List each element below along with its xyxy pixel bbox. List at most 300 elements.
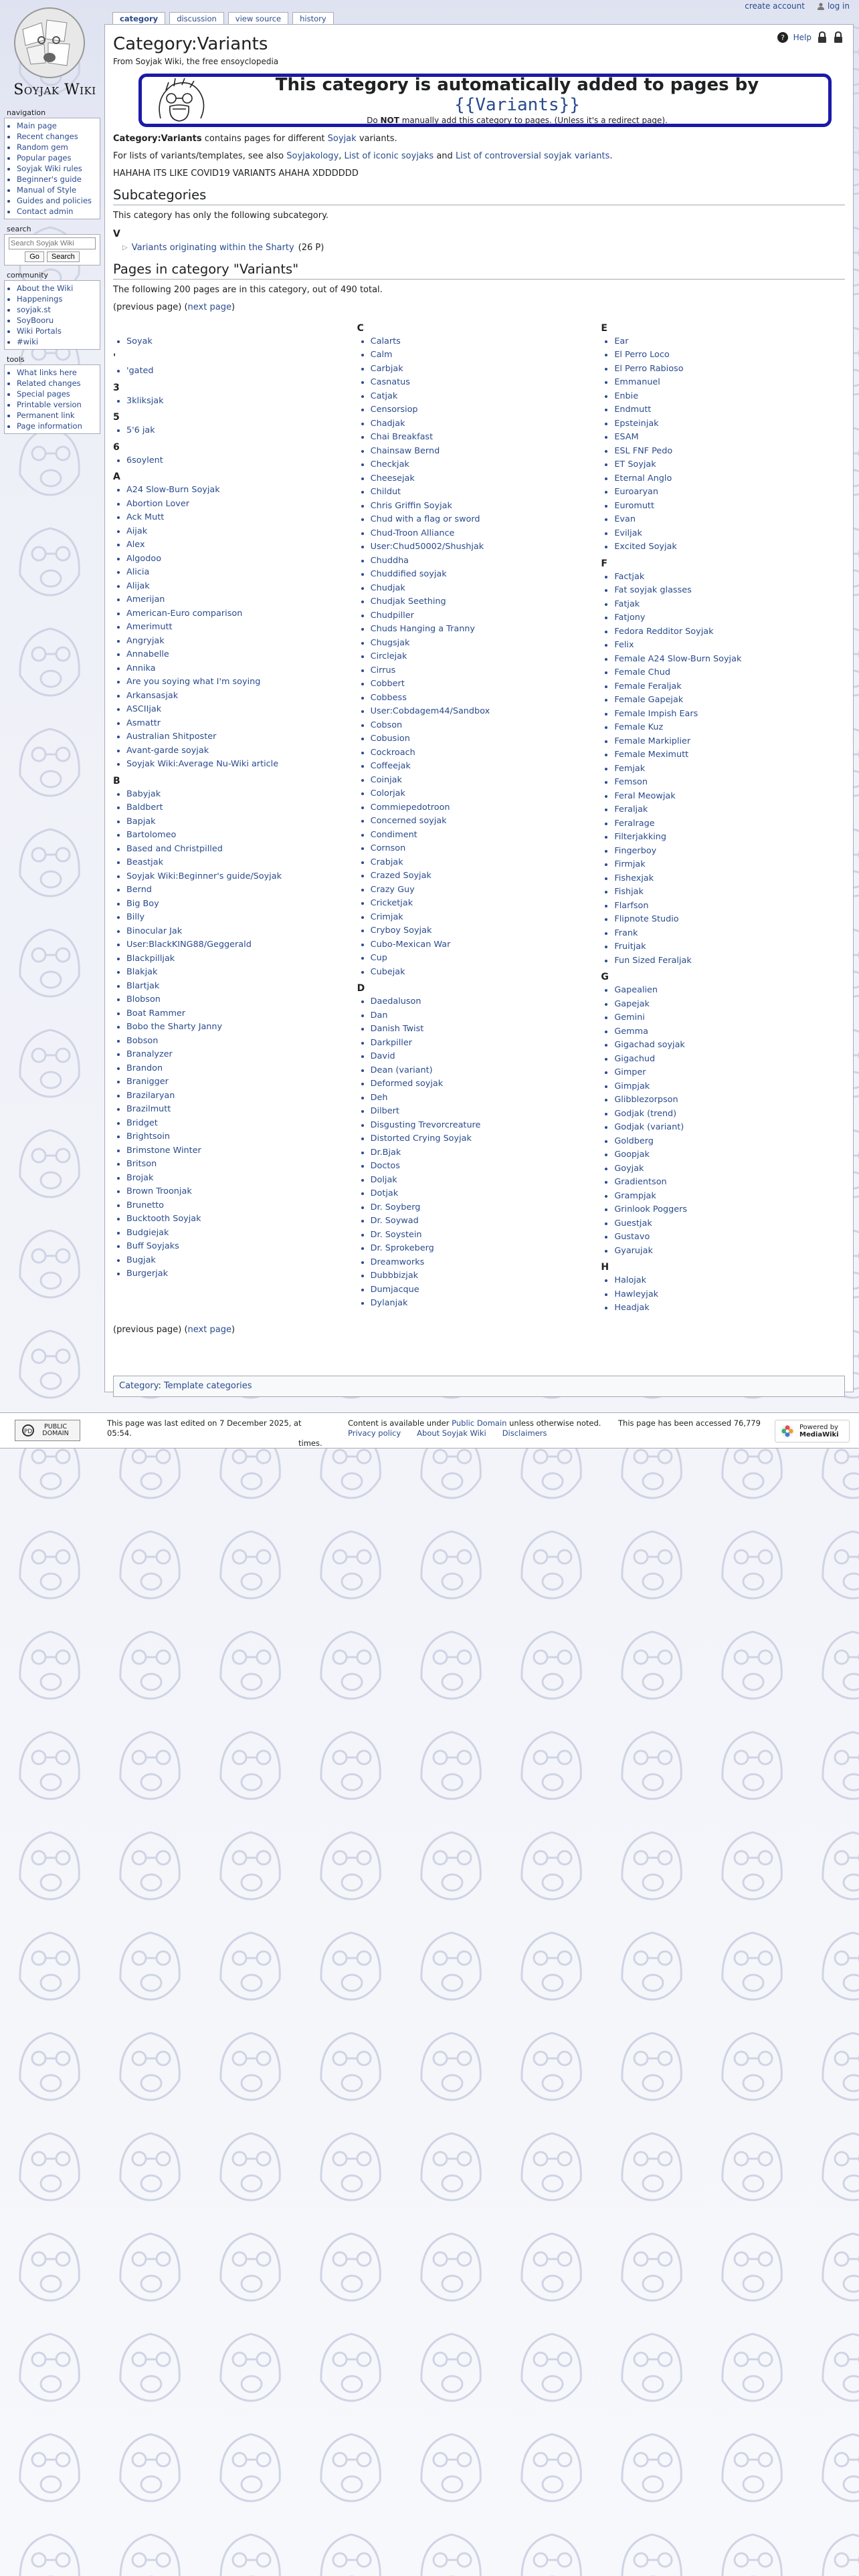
category-page-link[interactable]: • Soyak bbox=[126, 335, 357, 349]
category-page-link[interactable]: • Branalyzer bbox=[126, 1048, 357, 1062]
category-page-link[interactable]: • Calm bbox=[371, 348, 601, 362]
letter-group-list bbox=[357, 995, 601, 1311]
category-page-link[interactable]: • Crazed Soyjak bbox=[371, 869, 601, 883]
category-page-link[interactable]: • Ear bbox=[614, 335, 845, 349]
category-page-link[interactable]: • Cheesejak bbox=[371, 472, 601, 486]
category-page-link[interactable]: • Condiment bbox=[371, 829, 601, 843]
category-page-link[interactable]: • El Perro Rabioso bbox=[614, 362, 845, 377]
category-page-link[interactable]: • Cobbert bbox=[371, 677, 601, 691]
screaming-soyjak-icon bbox=[146, 77, 210, 124]
category-page-link[interactable]: • Dr.Bjak bbox=[371, 1146, 601, 1160]
category-page-link[interactable]: • Feraljak bbox=[614, 803, 845, 817]
category-columns bbox=[113, 322, 845, 1318]
category-page-link[interactable]: • Babyjak bbox=[126, 788, 357, 802]
category-page-link[interactable]: • Concerned soyjak bbox=[371, 815, 601, 829]
category-page-link[interactable]: • Fatjony bbox=[614, 611, 845, 625]
category-page-link[interactable]: • Dr. Soywad bbox=[371, 1214, 601, 1228]
category-page-link[interactable]: • Cobusion bbox=[371, 732, 601, 746]
tab-discussion[interactable]: discussion bbox=[169, 12, 224, 27]
category-page-link[interactable]: • Gemma bbox=[614, 1025, 845, 1039]
category-page-link[interactable]: • Cobson bbox=[371, 719, 601, 733]
category-page-link[interactable]: • Frank bbox=[614, 927, 845, 941]
category-page-link[interactable]: • ESL FNF Pedo bbox=[614, 445, 845, 459]
edit-protection-lock-icon[interactable] bbox=[833, 31, 844, 43]
help-link[interactable]: Help bbox=[793, 33, 812, 42]
category-page-link[interactable]: • Dilbert bbox=[371, 1105, 601, 1119]
see-also-end: . bbox=[609, 150, 613, 161]
category-page-link[interactable]: • Headjak bbox=[614, 1301, 845, 1315]
category-links: Category: Template categories bbox=[113, 1376, 845, 1397]
category-page-link[interactable]: • Dreamworks bbox=[371, 1256, 601, 1270]
search-input[interactable] bbox=[9, 237, 96, 249]
category-page-link[interactable]: • Gapejak bbox=[614, 998, 845, 1012]
category-page-link[interactable]: • Gapealien bbox=[614, 984, 845, 998]
letter-group-list bbox=[113, 395, 357, 409]
category-page-link[interactable]: • A24 Slow-Burn Soyjak bbox=[126, 484, 357, 498]
search-button[interactable]: Search bbox=[47, 251, 80, 262]
category-page-link[interactable]: • Eviljak bbox=[614, 527, 845, 541]
category-page-link[interactable]: • Brown Troonjak bbox=[126, 1185, 357, 1199]
category-page-link[interactable]: • Halojak bbox=[614, 1274, 845, 1288]
category-page-link[interactable]: • Female Feraljak bbox=[614, 680, 845, 694]
disclaimers-link[interactable]: Disclaimers bbox=[502, 1428, 547, 1438]
soyjakology-link[interactable]: Soyjakology bbox=[286, 150, 339, 161]
sidebar-item-popular-pages[interactable]: • Popular pages bbox=[17, 152, 97, 163]
soyjak-link[interactable]: Soyjak bbox=[327, 133, 357, 144]
template-categories-link[interactable]: Template categories bbox=[163, 1381, 252, 1391]
sidebar-item-page-information[interactable]: • Page information bbox=[17, 421, 97, 431]
category-page-link[interactable]: • Grinlook Poggers bbox=[614, 1203, 845, 1217]
category-page-link[interactable]: • Dr. Soyberg bbox=[371, 1201, 601, 1215]
sidebar-item-guides-and-policies[interactable]: • Guides and policies bbox=[17, 195, 97, 206]
tab-category[interactable]: category bbox=[112, 12, 165, 27]
category-page-link[interactable]: • Female Chud bbox=[614, 666, 845, 680]
sidebar-item-manual-of-style[interactable]: • Manual of Style bbox=[17, 185, 97, 195]
category-page-link[interactable]: • Binocular Jak bbox=[126, 925, 357, 939]
category-page-link[interactable]: • Blackpilljak bbox=[126, 952, 357, 966]
category-page-link[interactable]: • Calarts bbox=[371, 335, 601, 349]
category-page-link[interactable]: • Goyjak bbox=[614, 1162, 845, 1176]
sidebar-item-related-changes[interactable]: • Related changes bbox=[17, 378, 97, 389]
category-page-link[interactable]: • Circlejak bbox=[371, 650, 601, 664]
category-page-link[interactable]: • Grampjak bbox=[614, 1190, 845, 1204]
category-page-link[interactable]: • ASCIIjak bbox=[126, 703, 357, 717]
sidebar-item-what-links-here[interactable]: • What links here bbox=[17, 367, 97, 378]
letter-group-list bbox=[113, 788, 357, 1281]
category-page-link[interactable]: • Cockroach bbox=[371, 746, 601, 760]
category-page-link[interactable]: • Epsteinjak bbox=[614, 417, 845, 431]
category-page-link[interactable]: • Chugsjak bbox=[371, 637, 601, 651]
category-page-link[interactable]: • Female Impish Ears bbox=[614, 708, 845, 722]
controversial-variants-link[interactable]: List of controversial soyjak variants bbox=[455, 150, 610, 161]
category-page-link[interactable]: • Branigger bbox=[126, 1075, 357, 1089]
category-page-link[interactable]: • Brightsoin bbox=[126, 1130, 357, 1144]
letter-heading: H bbox=[601, 1262, 609, 1273]
license-link[interactable]: Public Domain bbox=[452, 1418, 507, 1428]
category-page-link[interactable]: • Bernd bbox=[126, 883, 357, 897]
category-page-link[interactable]: • David bbox=[371, 1050, 601, 1064]
category-page-link[interactable]: • Bridget bbox=[126, 1117, 357, 1131]
category-page-link[interactable]: • Distorted Crying Soyjak bbox=[371, 1132, 601, 1146]
category-page-link[interactable]: • Dumjacque bbox=[371, 1283, 601, 1297]
category-page-link[interactable]: • Chudjak Seething bbox=[371, 595, 601, 609]
sidebar-item-recent-changes[interactable]: • Recent changes bbox=[17, 131, 97, 142]
letter-heading: A bbox=[113, 471, 120, 483]
category-page-link[interactable]: • Annika bbox=[126, 662, 357, 676]
sidebar-item-beginner-s-guide[interactable]: • Beginner's guide bbox=[17, 174, 97, 185]
category-page-link[interactable]: • Cup bbox=[371, 952, 601, 966]
sidebar-item-about-the-wiki[interactable]: • About the Wiki bbox=[17, 283, 97, 294]
category-page-link[interactable]: • Bucktooth Soyjak bbox=[126, 1212, 357, 1226]
category-page-link[interactable]: • Godjak (trend) bbox=[614, 1107, 845, 1121]
category-page-link[interactable]: • Brazilaryan bbox=[126, 1089, 357, 1103]
letter-group-list bbox=[113, 424, 357, 438]
category-page-link[interactable]: • Crimjak bbox=[371, 911, 601, 925]
category-page-link[interactable]: • 5'6 jak bbox=[126, 424, 357, 438]
category-page-link[interactable]: • Brojak bbox=[126, 1172, 357, 1186]
category-page-link[interactable]: • Crazy Guy bbox=[371, 883, 601, 897]
intro-mid: contains pages for different bbox=[201, 133, 328, 144]
category-page-link[interactable]: • Felix bbox=[614, 639, 845, 653]
about-link[interactable]: About Soyjak Wiki bbox=[417, 1428, 486, 1438]
category-page-link[interactable]: • Dean (variant) bbox=[371, 1064, 601, 1078]
category-page-link[interactable]: • American-Euro comparison bbox=[126, 607, 357, 621]
category-page-link[interactable]: • Casnatus bbox=[371, 376, 601, 390]
category-page-link[interactable]: • ESAM bbox=[614, 431, 845, 445]
category-page-link[interactable]: • Chainsaw Bernd bbox=[371, 445, 601, 459]
category-page-link[interactable]: • Chuddha bbox=[371, 554, 601, 568]
category-page-link[interactable]: • Fishjak bbox=[614, 885, 845, 899]
category-page-link[interactable]: • Amerimutt bbox=[126, 621, 357, 635]
previous-page-label: previous page bbox=[116, 302, 179, 313]
category-page-link[interactable]: • Cornson bbox=[371, 842, 601, 856]
category-page-link[interactable]: • Catjak bbox=[371, 390, 601, 404]
content-area bbox=[104, 24, 854, 1392]
last-edited-text: This page was last edited on 7 December 2025, at 05:54. bbox=[107, 1418, 302, 1438]
category-page-link[interactable]: • Coinjak bbox=[371, 774, 601, 788]
category-page-link[interactable]: • Cubo-Mexican War bbox=[371, 938, 601, 952]
letter-group-list bbox=[113, 484, 357, 772]
category-page-link[interactable]: • Goldberg bbox=[614, 1135, 845, 1149]
category-page-link[interactable]: • Gradientson bbox=[614, 1176, 845, 1190]
category-page-link[interactable]: • Cirrus bbox=[371, 664, 601, 678]
sidebar-item-printable-version[interactable]: • Printable version bbox=[17, 399, 97, 410]
public-domain-badge-text: PUBLIC DOMAIN bbox=[42, 1423, 69, 1437]
powered-by-text bbox=[799, 1424, 839, 1438]
sidebar-item-soyjak-st[interactable]: • soyjak.st bbox=[17, 304, 97, 315]
category-page-link[interactable]: • Fat soyjak glasses bbox=[614, 584, 845, 598]
category-page-link[interactable]: • Censorsiop bbox=[371, 403, 601, 417]
sidebar-item-main-page[interactable]: • Main page bbox=[17, 120, 97, 131]
category-page-link[interactable]: • Alicia bbox=[126, 566, 357, 580]
category-page-link[interactable]: • Alex bbox=[126, 538, 357, 552]
category-page-link[interactable]: • Fingerboy bbox=[614, 845, 845, 859]
category-page-link[interactable]: • Blartjak bbox=[126, 980, 357, 994]
category-page-link[interactable]: • Bobson bbox=[126, 1035, 357, 1049]
category-page-link[interactable]: • Excited Soyjak bbox=[614, 540, 845, 554]
category-page-link[interactable]: • Darkpiller bbox=[371, 1037, 601, 1051]
sidebar-item-wiki[interactable]: • #wiki bbox=[17, 336, 97, 347]
category-page-link[interactable]: • Female A24 Slow-Burn Soyjak bbox=[614, 653, 845, 667]
category-page-link[interactable]: • Disgusting Trevorcreature bbox=[371, 1119, 601, 1133]
category-page-link[interactable]: • Algodoo bbox=[126, 552, 357, 566]
category-page-link[interactable]: • Baldbert bbox=[126, 801, 357, 815]
category-page-link[interactable]: • Enbie bbox=[614, 390, 845, 404]
category-page-link[interactable]: • Daedaluson bbox=[371, 995, 601, 1009]
category-page-link[interactable]: • Factjak bbox=[614, 570, 845, 584]
tab-view-source[interactable]: view source bbox=[228, 12, 288, 27]
category-page-link[interactable]: • Chud with a flag or sword bbox=[371, 513, 601, 527]
category-page-link[interactable]: • Soyjak Wiki:Average Nu-Wiki article bbox=[126, 758, 357, 772]
iconic-soyjaks-link[interactable]: List of iconic soyjaks bbox=[344, 150, 434, 161]
categories-label-link[interactable]: Category bbox=[119, 1381, 159, 1391]
category-page-link[interactable]: • Fatjak bbox=[614, 598, 845, 612]
category-page-link[interactable]: • Gustavo bbox=[614, 1230, 845, 1245]
category-page-link[interactable]: • Chuds Hanging a Tranny bbox=[371, 623, 601, 637]
letter-heading: B bbox=[113, 775, 120, 786]
category-page-link[interactable]: • Arkansasjak bbox=[126, 689, 357, 704]
category-page-link[interactable]: • Boat Rammer bbox=[126, 1007, 357, 1021]
category-page-link[interactable]: • Glibblezorpson bbox=[614, 1093, 845, 1107]
category-page-link[interactable]: • Deformed soyjak bbox=[371, 1077, 601, 1091]
category-page-link[interactable]: • Dan bbox=[371, 1009, 601, 1023]
sidebar-item-special-pages[interactable]: • Special pages bbox=[17, 389, 97, 399]
category-page-link[interactable]: • Fishexjak bbox=[614, 872, 845, 886]
category-page-link[interactable]: • Femjak bbox=[614, 762, 845, 776]
group-spacer bbox=[357, 1311, 601, 1313]
category-page-link[interactable]: • Chudjak bbox=[371, 582, 601, 596]
category-page-link[interactable]: • Chudpiller bbox=[371, 609, 601, 623]
subcategory-count: (26 P) bbox=[298, 243, 324, 253]
variants-template-link[interactable]: {{Variants}} bbox=[454, 94, 580, 115]
next-page-link[interactable]: next page bbox=[187, 302, 231, 313]
category-page-link[interactable]: • Billy bbox=[126, 911, 357, 925]
sidebar-item-random-gem[interactable]: • Random gem bbox=[17, 142, 97, 152]
category-page-link[interactable]: • Dr. Soystein bbox=[371, 1228, 601, 1243]
category-page-link[interactable]: • Blobson bbox=[126, 993, 357, 1007]
category-page-link[interactable]: • Australian Shitposter bbox=[126, 730, 357, 744]
sidebar-item-wiki-portals[interactable]: • Wiki Portals bbox=[17, 326, 97, 336]
category-page-link[interactable]: • Angryjak bbox=[126, 635, 357, 649]
category-page-link[interactable]: • Filterjakking bbox=[614, 831, 845, 845]
intro-bold: Category:Variants bbox=[113, 133, 202, 144]
site-logo[interactable] bbox=[3, 3, 99, 102]
category-page-link[interactable]: • Burgerjak bbox=[126, 1267, 357, 1281]
category-page-link[interactable]: • Endmutt bbox=[614, 403, 845, 417]
license-pre: Content is available under bbox=[348, 1418, 452, 1428]
category-page-link[interactable]: • Cricketjak bbox=[371, 897, 601, 911]
sidebar-item-contact-admin[interactable]: • Contact admin bbox=[17, 206, 97, 217]
category-page-link[interactable]: • ET Soyjak bbox=[614, 458, 845, 472]
logo-text: Soyjak Wiki bbox=[13, 82, 96, 98]
search-box bbox=[4, 234, 100, 265]
category-page-link[interactable]: • Cobbess bbox=[371, 691, 601, 706]
category-page-link[interactable]: • Bapjak bbox=[126, 815, 357, 829]
category-page-link[interactable]: • User:BlackKING88/Geggerald bbox=[126, 938, 357, 952]
letter-heading: 5 bbox=[113, 412, 120, 423]
letter-group-list bbox=[601, 1274, 845, 1315]
category-page-link[interactable]: • Blakjak bbox=[126, 966, 357, 980]
times-text: times. bbox=[298, 1438, 322, 1448]
category-page-link[interactable]: • Euromutt bbox=[614, 500, 845, 514]
category-page-link[interactable]: • Cubejak bbox=[371, 966, 601, 980]
category-page-link[interactable]: • Annabelle bbox=[126, 648, 357, 662]
category-page-link[interactable]: • Beastjak bbox=[126, 856, 357, 870]
letter-group-list bbox=[113, 335, 357, 349]
category-page-link[interactable]: • User:Chud50002/Shushjak bbox=[371, 540, 601, 554]
category-page-link[interactable]: • Fruitjak bbox=[614, 940, 845, 954]
category-page-link[interactable]: • Dubbbizjak bbox=[371, 1269, 601, 1283]
banner-title bbox=[210, 75, 824, 115]
category-page-link[interactable]: • Amerijan bbox=[126, 593, 357, 607]
category-page-link[interactable]: • Gigachad soyjak bbox=[614, 1039, 845, 1053]
category-page-link[interactable]: • Colorjak bbox=[371, 787, 601, 801]
category-page-link[interactable]: • Chuddified soyjak bbox=[371, 568, 601, 582]
privacy-policy-link[interactable]: Privacy policy bbox=[348, 1428, 401, 1438]
category-page-link[interactable]: • Abortion Lover bbox=[126, 498, 357, 512]
category-page-link[interactable]: • User:Cobdagem44/Sandbox bbox=[371, 705, 601, 719]
category-page-link[interactable]: • 6soylent bbox=[126, 454, 357, 468]
category-page-link[interactable]: • Gemini bbox=[614, 1011, 845, 1025]
category-page-link[interactable]: • Buff Soyjaks bbox=[126, 1240, 357, 1254]
category-page-link[interactable]: • 'gated bbox=[126, 364, 357, 379]
category-page-link[interactable]: • Brunetto bbox=[126, 1199, 357, 1213]
footer-license bbox=[348, 1418, 602, 1438]
category-page-link[interactable]: • Chadjak bbox=[371, 417, 601, 431]
site-tagline: From Soyjak Wiki, the free ensoyclopedia bbox=[113, 57, 279, 66]
category-page-link[interactable]: • Deh bbox=[371, 1091, 601, 1105]
category-page-link[interactable]: • Aijak bbox=[126, 525, 357, 539]
category-page-link[interactable]: • Commiepedotroon bbox=[371, 801, 601, 815]
sidebar-item-permanent-link[interactable]: • Permanent link bbox=[17, 410, 97, 421]
move-protection-lock-icon[interactable] bbox=[817, 31, 828, 43]
category-page-link[interactable]: • Avant-garde soyjak bbox=[126, 744, 357, 758]
category-page-link[interactable]: • Hawleyjak bbox=[614, 1288, 845, 1302]
category-page-link[interactable]: • Evan bbox=[614, 513, 845, 527]
category-page-link[interactable]: • Female Kuz bbox=[614, 721, 845, 735]
category-page-link[interactable]: • Gimpjak bbox=[614, 1080, 845, 1094]
category-page-link[interactable]: • Chud-Troon Alliance bbox=[371, 527, 601, 541]
intro-end: variants. bbox=[356, 133, 397, 144]
category-page-link[interactable]: • Chai Breakfast bbox=[371, 431, 601, 445]
category-page-link[interactable]: • Carbjak bbox=[371, 362, 601, 377]
category-page-link[interactable]: • Chris Griffin Soyjak bbox=[371, 500, 601, 514]
intro-paragraph bbox=[113, 132, 845, 146]
log-in-label: log in bbox=[827, 1, 850, 11]
category-page-link[interactable]: • Dotjak bbox=[371, 1187, 601, 1201]
category-page-link[interactable]: • Female Markiplier bbox=[614, 735, 845, 749]
category-page-link[interactable]: • Brandon bbox=[126, 1062, 357, 1076]
category-page-link[interactable]: • Budgiejak bbox=[126, 1226, 357, 1241]
category-column bbox=[357, 322, 601, 1318]
category-page-link[interactable]: • Britson bbox=[126, 1158, 357, 1172]
subcategory-item bbox=[122, 241, 845, 255]
category-page-link[interactable]: • Brimstone Winter bbox=[126, 1144, 357, 1158]
category-page-link[interactable]: • 3kliksjak bbox=[126, 395, 357, 409]
category-page-link[interactable]: • Flarfson bbox=[614, 899, 845, 914]
banner-sub-pre: Do bbox=[367, 115, 381, 125]
group-spacer bbox=[113, 1281, 357, 1284]
category-page-link[interactable]: • Bugjak bbox=[126, 1254, 357, 1268]
subcategory-link[interactable]: Variants originating within the Sharty bbox=[131, 243, 294, 253]
category-page-link[interactable]: • Doctos bbox=[371, 1160, 601, 1174]
category-page-link[interactable]: • Brazilmutt bbox=[126, 1103, 357, 1117]
tab-history[interactable]: history bbox=[292, 12, 334, 27]
see-also-sep-2: and bbox=[434, 150, 456, 161]
category-page-link[interactable]: • Emmanuel bbox=[614, 376, 845, 390]
category-page-link[interactable]: • Flipnote Studio bbox=[614, 913, 845, 927]
category-page-link[interactable]: • Gyarujak bbox=[614, 1245, 845, 1259]
create-account-link[interactable]: create account bbox=[745, 1, 805, 11]
sidebar-item-soyjak-wiki-rules[interactable]: • Soyjak Wiki rules bbox=[17, 163, 97, 174]
category-page-link[interactable]: • El Perro Loco bbox=[614, 348, 845, 362]
letter-heading: E bbox=[601, 322, 607, 334]
category-page-link[interactable]: • Childut bbox=[371, 486, 601, 500]
category-page-link[interactable]: • Fun Sized Feraljak bbox=[614, 954, 845, 968]
category-page-link[interactable]: • Alijak bbox=[126, 580, 357, 594]
go-button[interactable]: Go bbox=[25, 251, 44, 262]
category-page-link[interactable]: • Cryboy Soyjak bbox=[371, 924, 601, 938]
category-page-link[interactable]: • Gimper bbox=[614, 1066, 845, 1080]
category-page-link[interactable]: • Female Gapejak bbox=[614, 693, 845, 708]
next-page-link-bottom[interactable]: next page bbox=[187, 1324, 231, 1335]
category-page-link[interactable]: • Based and Christpilled bbox=[126, 843, 357, 857]
category-page-link[interactable]: • Feral Meowjak bbox=[614, 790, 845, 804]
category-page-link[interactable]: • Dylanjak bbox=[371, 1297, 601, 1311]
category-page-link[interactable]: • Godjak (variant) bbox=[614, 1121, 845, 1135]
category-page-link[interactable]: • Firmjak bbox=[614, 858, 845, 872]
category-page-link[interactable]: • Big Boy bbox=[126, 897, 357, 911]
see-also-sep-1: , bbox=[339, 150, 345, 161]
public-domain-badge[interactable] bbox=[15, 1420, 80, 1441]
category-page-link[interactable]: • Doljak bbox=[371, 1174, 601, 1188]
sidebar-item-soybooru[interactable]: • SoyBooru bbox=[17, 315, 97, 326]
category-page-link[interactable]: • Ack Mutt bbox=[126, 511, 357, 525]
category-page-link[interactable]: • Crabjak bbox=[371, 856, 601, 870]
category-page-link[interactable]: • Are you soying what I'm soying bbox=[126, 675, 357, 689]
category-page-link[interactable]: • Fedora Redditor Soyjak bbox=[614, 625, 845, 639]
category-page-link[interactable]: • Danish Twist bbox=[371, 1023, 601, 1037]
pages-count: The following 200 pages are in this category, out of 490 total. bbox=[113, 285, 383, 296]
powered-by-line-2: MediaWiki bbox=[799, 1431, 839, 1438]
sidebar-item-happenings[interactable]: • Happenings bbox=[17, 294, 97, 304]
category-page-link[interactable]: • Femson bbox=[614, 776, 845, 790]
category-page-link[interactable]: • Dr. Sprokeberg bbox=[371, 1242, 601, 1256]
category-page-link[interactable]: • Soyjak Wiki:Beginner's guide/Soyjak bbox=[126, 870, 357, 884]
category-page-link[interactable]: • Bobo the Sharty Janny bbox=[126, 1021, 357, 1035]
expand-triangle-icon[interactable]: ▷ bbox=[122, 244, 128, 252]
category-page-link[interactable]: • Goopjak bbox=[614, 1148, 845, 1162]
category-page-link[interactable]: • Feralrage bbox=[614, 817, 845, 831]
powered-by-mediawiki-badge[interactable] bbox=[775, 1420, 850, 1442]
category-page-link[interactable]: • Female Meximutt bbox=[614, 748, 845, 762]
letter-heading: C bbox=[357, 322, 364, 334]
category-page-link[interactable]: • Checkjak bbox=[371, 458, 601, 472]
license-post: unless otherwise noted. bbox=[506, 1418, 601, 1428]
category-page-link[interactable]: • Asmattr bbox=[126, 717, 357, 731]
category-page-link[interactable]: • Euroaryan bbox=[614, 486, 845, 500]
category-page-link[interactable]: • Guestjak bbox=[614, 1217, 845, 1231]
letter-group-list bbox=[601, 570, 845, 968]
category-page-link[interactable]: • Bartolomeo bbox=[126, 829, 357, 843]
letter-heading bbox=[113, 322, 357, 335]
category-page-link[interactable]: • Eternal Anglo bbox=[614, 472, 845, 486]
log-in-link[interactable] bbox=[817, 1, 850, 11]
category-page-link[interactable]: • Coffeejak bbox=[371, 760, 601, 774]
banner-subtitle bbox=[210, 115, 824, 126]
letter-heading: G bbox=[601, 972, 609, 983]
category-page-link[interactable]: • Gigachud bbox=[614, 1053, 845, 1067]
